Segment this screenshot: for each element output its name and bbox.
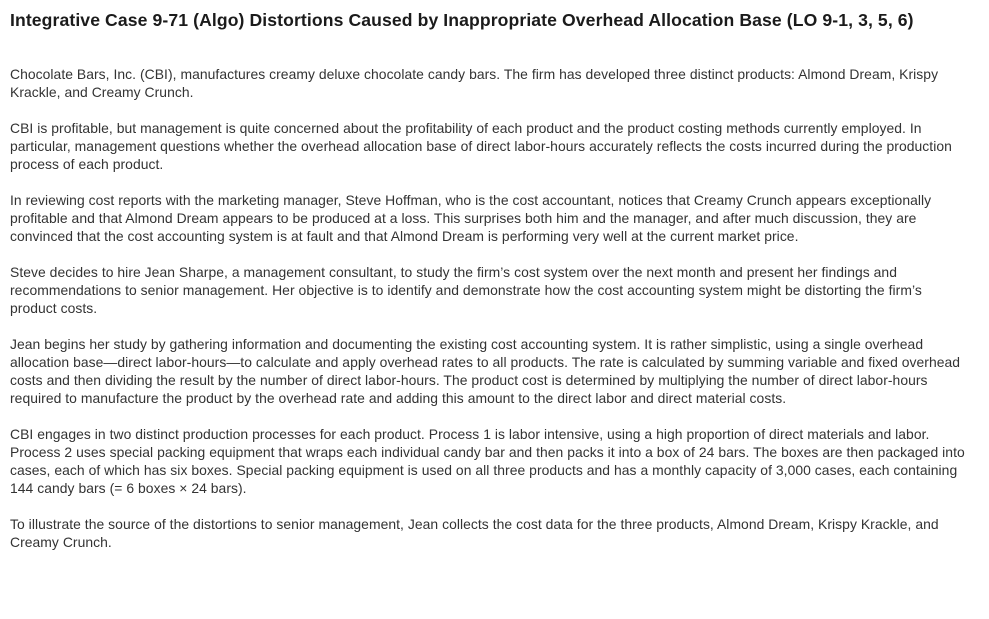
paragraph-cost-data: To illustrate the source of the distortions to senior management, Jean collects the cost data for the three products, Almond Dream, Krispy Krackle, and Creamy Crunch. bbox=[10, 516, 939, 550]
problem-content bbox=[10, 9, 965, 551]
paragraph-existing-system: Jean begins her study by gathering information and documenting the existing cost accounting system. It is rather simplistic, using a single overhead allocation base—direct labor-hours—to calculate and apply overhead rates to all products. The rate is calculated by summing variable and fixed overhead costs and then dividing the result by the number of direct labor-hours. The product cost is determined by multiplying the number of direct labor-hours required to manufacture the product by the overhead rate and adding this amount to the direct labor and direct material costs. bbox=[10, 336, 961, 406]
paragraph-intro: Chocolate Bars, Inc. (CBI), manufactures creamy deluxe chocolate candy bars. The firm has developed three distinct products: Almond Dream, Krispy Krackle, and Creamy Crunch. bbox=[10, 66, 939, 100]
paragraph-management-concern: CBI is profitable, but management is quite concerned about the profitability of each product and the product costing methods currently employed. In particular, management questions whether the overhead allocation base of direct labor-hours accurately reflects the costs incurred during the production process of each product. bbox=[10, 120, 952, 172]
problem-title: Integrative Case 9-71 (Algo) Distortions Caused by Inappropriate Overhead Allocation Base (LO 9-1, 3, 5, 6) bbox=[10, 10, 914, 30]
paragraph-consultant: Steve decides to hire Jean Sharpe, a management consultant, to study the firm’s cost system over the next month and present her findings and recommendations to senior management. Her objective is to identify and demonstrate how the cost accounting system might be distorting the firm’s product costs. bbox=[10, 264, 922, 316]
paragraph-cost-reports: In reviewing cost reports with the marketing manager, Steve Hoffman, who is the cost accountant, notices that Creamy Crunch appears exceptionally profitable and that Almond Dream appears to be produced at a loss. This surprises both him and the manager, and after much discussion, they are convinced that the cost accounting system is at fault and that Almond Dream is performing very well at the current market price. bbox=[10, 192, 932, 244]
paragraph-production-processes: CBI engages in two distinct production processes for each product. Process 1 is labor intensive, using a high proportion of direct materials and labor. Process 2 uses special packing equipment that wraps each individual candy bar and then packs it into a box of 24 bars. The boxes are then packaged into cases, each of which has six boxes. Special packing equipment is used on all three products and has a monthly capacity of 3,000 cases, each containing 144 candy bars (= 6 boxes × 24 bars). bbox=[10, 426, 965, 496]
